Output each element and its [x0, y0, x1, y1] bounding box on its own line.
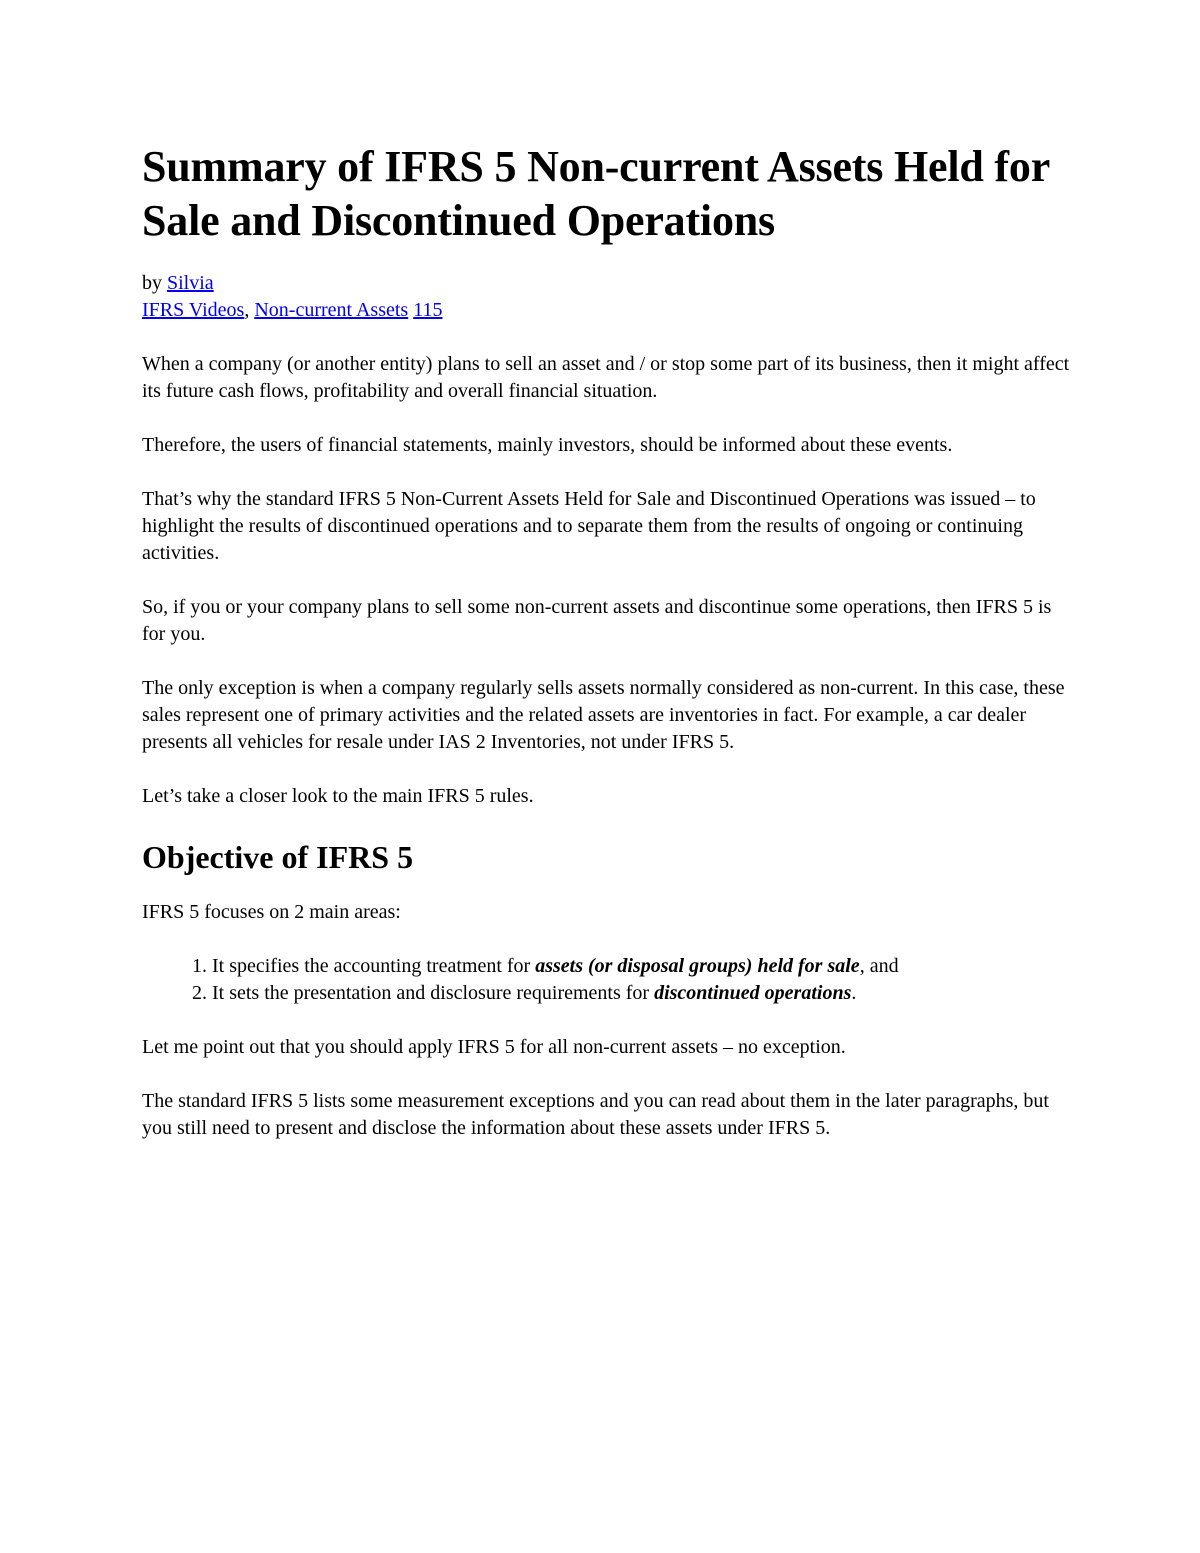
list-item: 1. It specifies the accounting treatment for assets (or disposal groups) held for sale, and [212, 953, 1072, 980]
paragraph-5: The only exception is when a company regularly sells assets normally considered as non-current. In this case, these sales represent one of primary activities and the related assets are inventories in fact. For example, a car dealer presents all vehicles for resale under IAS 2 Inventories, not under IFRS 5. [142, 677, 1065, 753]
emphasis-discontinued-operations: discontinued operations [654, 982, 852, 1004]
category-link-ifrs-videos[interactable]: IFRS Videos [142, 299, 245, 321]
byline-prefix: by [142, 272, 167, 294]
page-title: Summary of IFRS 5 Non-current Assets Held for Sale and Discontinued Operations [142, 142, 1050, 245]
paragraph-4: So, if you or your company plans to sell some non-current assets and discontinue some operations, then IFRS 5 is for you. [142, 596, 1052, 645]
list-item: 2. It sets the presentation and disclosure requirements for discontinued operations. [212, 980, 1072, 1007]
section-heading-objective: Objective of IFRS 5 [142, 839, 414, 875]
objective-list [142, 953, 1072, 1007]
comments-count-link[interactable]: 115 [413, 299, 443, 321]
paragraph-6: Let’s take a closer look to the main IFRS 5 rules. [142, 785, 534, 807]
paragraph-3: That’s why the standard IFRS 5 Non-Current Assets Held for Sale and Discontinued Operations was issued – to highlight the results of discontinued operations and to separate them from the results of ongoing or continuing activities. [142, 488, 1036, 564]
category-links: IFRS Videos, Non-current Assets 115 [142, 299, 443, 321]
author-link[interactable]: Silvia [167, 272, 214, 294]
byline [142, 270, 1072, 297]
paragraph-8: The standard IFRS 5 lists some measurement exceptions and you can read about them in the later paragraphs, but you still need to present and disclose the information about these assets under IFRS 5. [142, 1090, 1049, 1139]
paragraph-1: When a company (or another entity) plans to sell an asset and / or stop some part of its business, then it might affect its future cash flows, profitability and overall financial situation. [142, 353, 1070, 402]
category-link-non-current-assets[interactable]: Non-current Assets [254, 299, 409, 321]
emphasis-held-for-sale: assets (or disposal groups) held for sale [535, 955, 860, 977]
paragraph-2: Therefore, the users of financial statements, mainly investors, should be informed about these events. [142, 434, 953, 456]
paragraph-7: Let me point out that you should apply IFRS 5 for all non-current assets – no exception. [142, 1036, 846, 1058]
section-intro: IFRS 5 focuses on 2 main areas: [142, 901, 401, 923]
article [142, 140, 1072, 1169]
